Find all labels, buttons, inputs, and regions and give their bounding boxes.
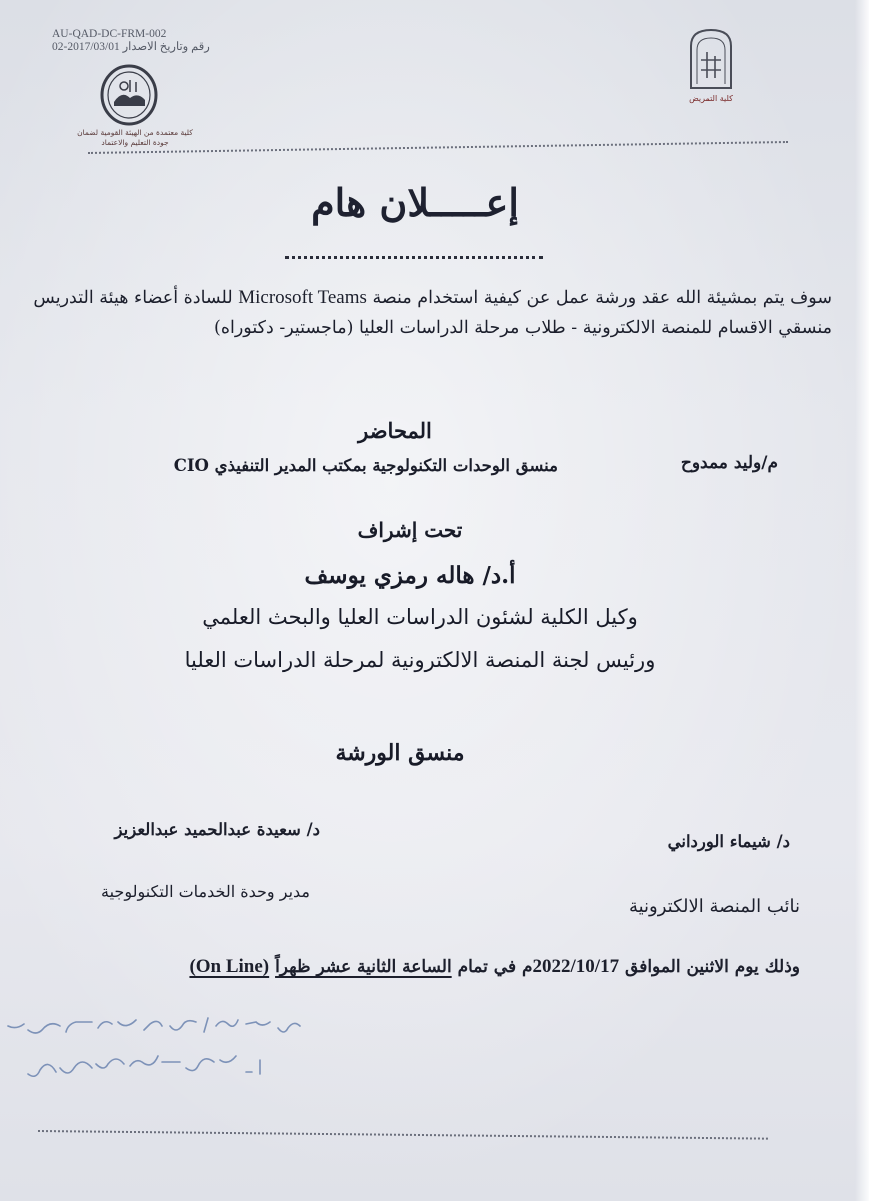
- coordinator-1-role: نائب المنصة الالكترونية: [628, 896, 800, 917]
- footer-divider: [38, 1130, 768, 1140]
- platform-name: Microsoft Teams: [238, 287, 367, 308]
- coordinator-1-name: د/ شيماء الورداني: [667, 832, 790, 851]
- university-logo: [683, 26, 739, 92]
- accreditation-logo: [100, 64, 158, 126]
- coordinators-heading: منسق الورشة: [335, 740, 465, 766]
- supervisor-role-2: ورئيس لجنة المنصة الالكترونية لمرحلة الدراسات العليا: [184, 648, 656, 672]
- schedule-mode: (On Line): [189, 956, 270, 977]
- schedule-line: [40, 956, 800, 978]
- accreditation-text: كلية معتمدة من الهيئة القومية لضمان جودة التعليم والاعتماد: [77, 128, 193, 147]
- supervisor-role-1: وكيل الكلية لشئون الدراسات العليا والبحث العلمي: [202, 605, 638, 629]
- coordinator-2-role: مدير وحدة الخدمات التكنولوجية: [101, 882, 310, 901]
- lecturer-heading: المحاضر: [358, 418, 432, 443]
- intro-part1: سوف يتم بمشيئة الله عقد ورشة عمل عن كيفية استخدام منصة: [372, 288, 832, 308]
- lecturer-name: م/وليد ممدوح: [680, 453, 778, 473]
- supervisor-name: أ.د/ هاله رمزي يوسف: [304, 562, 516, 589]
- paper-edge: [855, 0, 869, 1201]
- announcement-title: إعـــــلان هام: [311, 180, 519, 225]
- schedule-prefix: وذلك يوم الاثنين الموافق: [625, 957, 800, 977]
- coordinator-2-name: د/ سعيدة عبدالحميد عبدالعزيز: [114, 820, 320, 839]
- schedule-middle: م في تمام: [457, 957, 533, 977]
- supervision-heading: تحت إشراف: [357, 518, 463, 542]
- lecturer-role: منسق الوحدات التكنولوجية بمكتب المدير التنفيذي CIO: [173, 456, 558, 475]
- intro-part2: للسادة أعضاء هيئة التدريس منسقي الاقسام للمنصة الالكترونية - طلاب مرحلة الدراسات العليا (ماجستير- دكتوراه): [33, 288, 832, 338]
- schedule-time: الساعة الثانية عشر ظهراً: [275, 957, 452, 977]
- faculty-name: كلية التمريض: [689, 94, 733, 103]
- schedule-date: 2022/10/17: [532, 956, 620, 977]
- issue-label: رقم وتاريخ الاصدار 2017/03/01-02: [52, 41, 210, 53]
- form-code: AU-QAD-DC-FRM-002: [52, 28, 167, 40]
- title-underline: [285, 256, 543, 259]
- form-code-block: [52, 28, 210, 54]
- intro-paragraph: [32, 283, 832, 343]
- handwritten-signature: [0, 1012, 330, 1102]
